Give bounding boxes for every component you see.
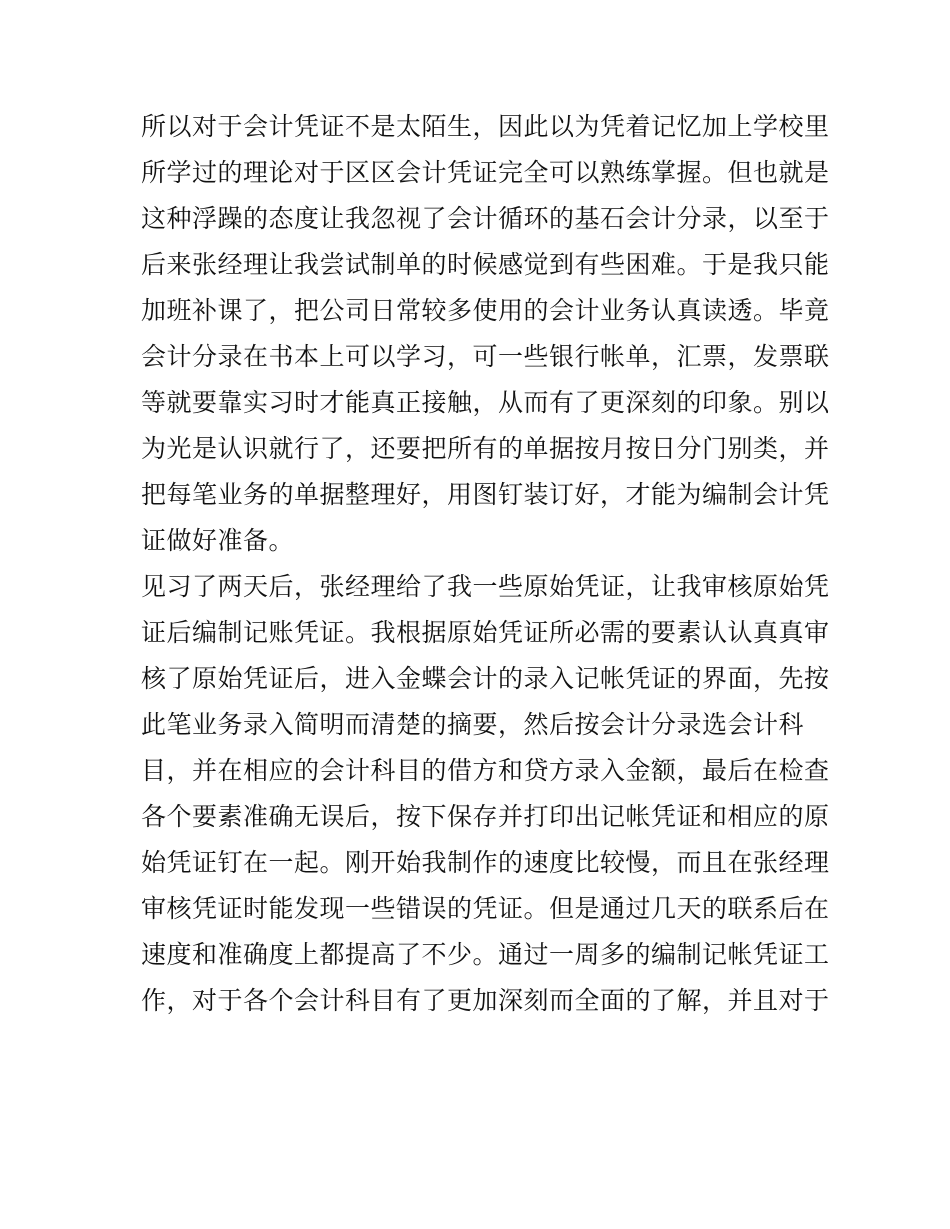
paragraph1-line-9: 把每笔业务的单据整理好，用图钉装订好，才能为编制会计凭	[141, 480, 830, 509]
paragraph2-line-1: 见习了两天后，张经理给了我一些原始凭证，让我审核原始凭	[141, 572, 830, 601]
paragraph1-line-4: 后来张经理让我尝试制单的时候感觉到有些困难。于是我只能	[141, 250, 830, 279]
paragraph1-line-7: 等就要靠实习时才能真正接触，从而有了更深刻的印象。别以	[141, 388, 830, 417]
paragraph2-line-3: 核了原始凭证后，进入金蝶会计的录入记帐凭证的界面，先按	[141, 664, 830, 693]
paragraph2-line-10: 作，对于各个会计科目有了更加深刻而全面的了解，并且对于	[141, 986, 830, 1015]
paragraph2-line-5: 目，并在相应的会计科目的借方和贷方录入金额，最后在检查	[141, 756, 830, 785]
paragraph1-line-6: 会计分录在书本上可以学习，可一些银行帐单，汇票，发票联	[141, 342, 830, 371]
paragraph2-line-4: 此笔业务录入简明而清楚的摘要，然后按会计分录选会计科	[141, 710, 805, 739]
paragraph1-line-2: 所学过的理论对于区区会计凭证完全可以熟练掌握。但也就是	[141, 158, 830, 187]
paragraph1-line-8: 为光是认识就行了，还要把所有的单据按月按日分门别类，并	[141, 434, 830, 463]
paragraph1-line-5: 加班补课了，把公司日常较多使用的会计业务认真读透。毕竟	[141, 296, 830, 325]
paragraph1-line-10: 证做好准备。	[141, 526, 295, 555]
paragraph2-line-2: 证后编制记账凭证。我根据原始凭证所必需的要素认认真真审	[141, 618, 830, 647]
paragraph1-line-3: 这种浮躁的态度让我忽视了会计循环的基石会计分录，以至于	[141, 204, 830, 233]
paragraph2-line-9: 速度和准确度上都提高了不少。通过一周多的编制记帐凭证工	[141, 940, 830, 969]
paragraph1-line-1: 所以对于会计凭证不是太陌生，因此以为凭着记忆加上学校里	[141, 112, 830, 141]
paragraph2-line-7: 始凭证钉在一起。刚开始我制作的速度比较慢，而且在张经理	[141, 848, 830, 877]
paragraph2-line-6: 各个要素准确无误后，按下保存并打印出记帐凭证和相应的原	[141, 802, 830, 831]
paragraph2-line-8: 审核凭证时能发现一些错误的凭证。但是通过几天的联系后在	[141, 894, 830, 923]
